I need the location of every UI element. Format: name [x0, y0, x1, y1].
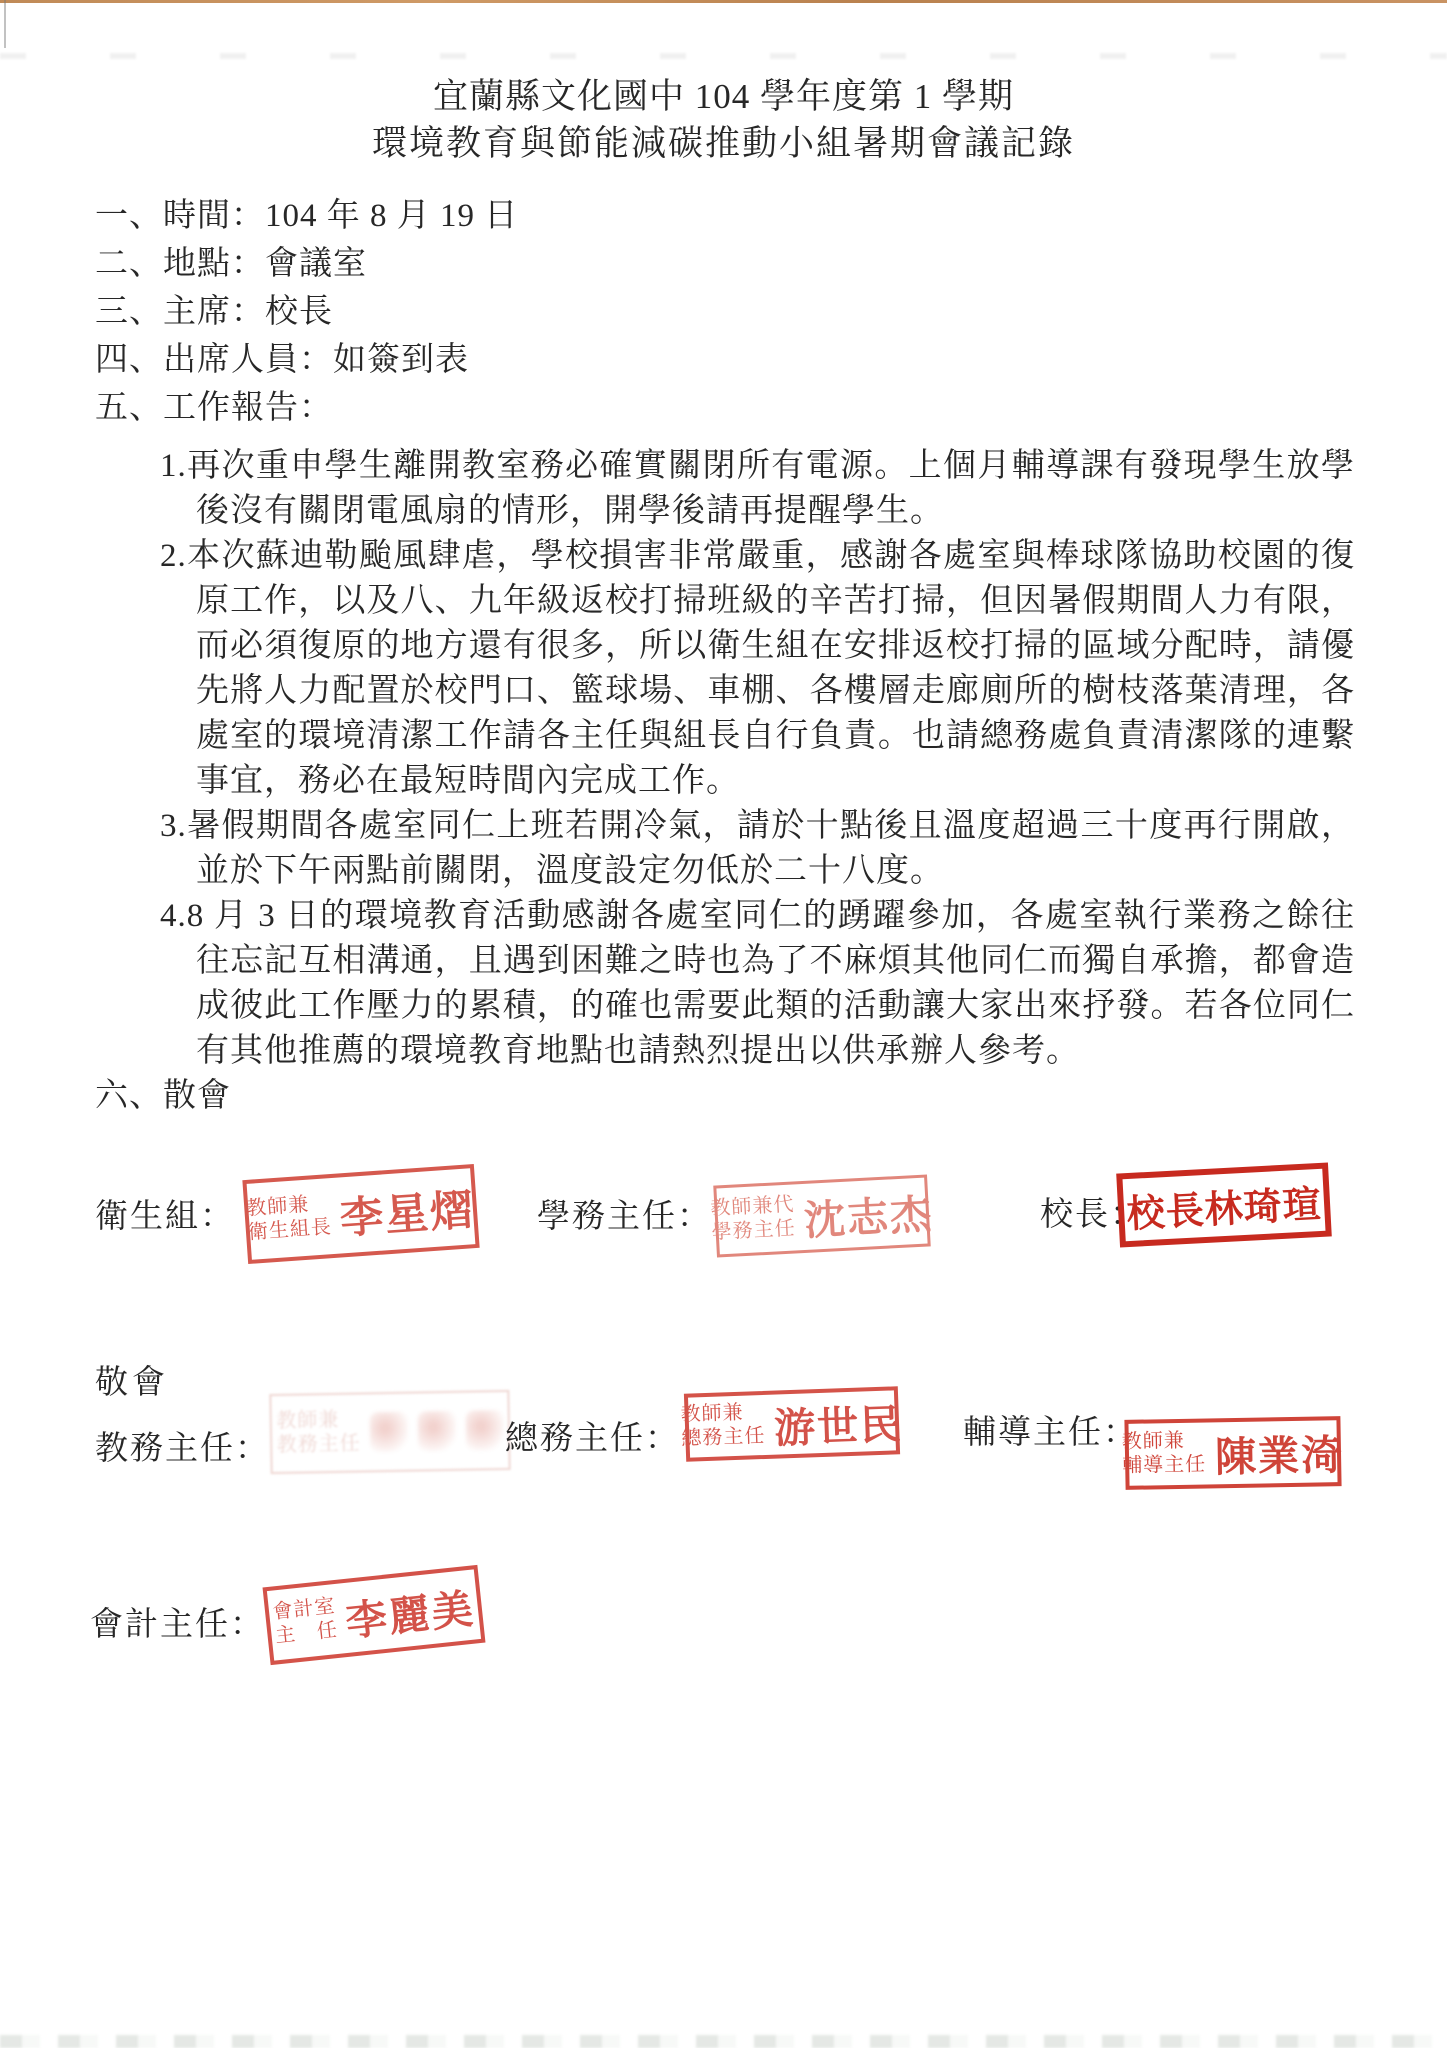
- seal-stamp-title-lines: [246, 1193, 333, 1246]
- seal-stamp-academic-affairs-director: [709, 1174, 935, 1257]
- seal-stamp-title-lines: [276, 1409, 361, 1458]
- signature-label-curriculum-director: 教務主任：: [95, 1431, 270, 1467]
- report-item-2-number: 2.: [160, 538, 187, 574]
- illegible-seal-name: [369, 1410, 504, 1452]
- report-item-4-text: 8 月 3 日的環境教育活動感謝各處室同仁的踴躍參加，各處室執行業務之餘往往忘記互相溝通，且遇到困難之時也為了不麻煩其他同仁而獨自承擔，都會造成彼此工作壓力的累積，的確也需要此類的活動讓大家出來抒發。若各位同仁有其他推薦的環境教育地點也請熱烈提出以供承辦人參考。: [186, 898, 1355, 1069]
- meta-item-adjournment: 六、散會: [95, 1078, 231, 1114]
- report-item-3-number: 3.: [160, 808, 187, 844]
- seal-name: 校長林琦瑄: [1125, 1183, 1323, 1236]
- seal-stamp-counseling-director: [1121, 1416, 1345, 1490]
- signature-label-hygiene-section: 衛生組：: [95, 1199, 235, 1235]
- seal-title-line: 學務主任: [711, 1217, 797, 1244]
- work-report-list: [160, 444, 1355, 1074]
- next-page-scan-fragment: [0, 2035, 1447, 2048]
- seal-title-line: 教師兼: [1121, 1430, 1185, 1454]
- report-item-4-number: 4.: [160, 898, 187, 934]
- meta-item-report-heading: 五、工作報告：: [95, 390, 333, 426]
- seal-title-line: 總務主任: [681, 1424, 766, 1450]
- meta-item-place: 二、地點：會議室: [95, 246, 367, 282]
- signature-label-academic-affairs-director: 學務主任：: [537, 1199, 712, 1235]
- seal-stamp-title-lines: [1122, 1430, 1207, 1479]
- seal-stamp-general-affairs-director: [680, 1386, 904, 1461]
- document-subtitle: 環境教育與節能減碳推動小組暑期會議記錄: [371, 124, 1075, 163]
- ink-smudge: [417, 1411, 456, 1452]
- report-item-1: [160, 444, 1355, 534]
- seal-stamp-title-lines: [272, 1595, 340, 1649]
- document-title: 宜蘭縣文化國中 104 學年度第 1 學期: [432, 77, 1014, 116]
- signature-label-accounting-director: 會計主任：: [90, 1607, 265, 1643]
- report-item-3-text: 暑假期間各處室同仁上班若開冷氣，請於十點後且溫度超過三十度再行開啟，並於下午兩點前關閉，溫度設定勿低於二十八度。: [186, 808, 1355, 889]
- meta-item-attendees: 四、出席人員：如簽到表: [95, 342, 469, 378]
- signature-label-general-affairs-director: 總務主任：: [505, 1421, 680, 1457]
- meta-item-chair: 三、主席：校長: [95, 294, 333, 330]
- seal-stamp-curriculum-director-faint: [269, 1390, 510, 1474]
- seal-title-line: 教務主任: [276, 1432, 361, 1456]
- seal-stamp-principal: [1116, 1163, 1332, 1248]
- report-item-1-number: 1.: [160, 448, 187, 484]
- report-item-2: [160, 534, 1355, 804]
- seal-title-line: 衛生組長: [247, 1216, 333, 1244]
- seal-name: 游世民: [773, 1400, 904, 1452]
- seal-title-line: 輔導主任: [1122, 1453, 1207, 1477]
- report-item-4: [160, 894, 1355, 1074]
- ink-smudge: [465, 1410, 504, 1451]
- seal-name: 沈志杰: [803, 1190, 935, 1244]
- report-item-1-text: 再次重申學生離開教室務必確實關閉所有電源。上個月輔導課有發現學生放學後沒有關閉電風扇的情形，開學後請再提醒學生。: [186, 448, 1355, 529]
- meta-item-time: 一、時間：104 年 8 月 19 日: [95, 198, 519, 234]
- seal-title-line: 教師兼: [276, 1409, 340, 1433]
- closing-word: 敬會: [95, 1365, 169, 1401]
- title-block: [0, 74, 1447, 168]
- seal-name: 李麗美: [343, 1585, 477, 1645]
- ink-smudge: [369, 1412, 408, 1453]
- report-item-2-text: 本次蘇迪勒颱風肆虐，學校損害非常嚴重，感謝各處室與棒球隊協助校園的復原工作，以及八、九年級返校打掃班級的辛苦打掃，但因暑假期間人力有限，而必須復原的地方還有很多，所以衛生組在安排返校打掃的區域分配時，請優先將人力配置於校門口、籃球場、車棚、各樓層走廊廁所的樹枝落葉清理，各處室的環境清潔工作請各主任與組長自行負責。也請總務處負責清潔隊的連繫事宜，務必在最短時間內完成工作。: [186, 538, 1355, 799]
- signature-label-principal: 校長：: [1040, 1197, 1145, 1233]
- seal-name: 李星熠: [338, 1186, 477, 1243]
- document-body: [95, 192, 1355, 1119]
- seal-title-line: 教師兼: [245, 1194, 311, 1221]
- signature-label-counseling-director: 輔導主任：: [963, 1415, 1138, 1451]
- seal-stamp-accounting-director: [263, 1565, 486, 1665]
- seal-stamp-title-lines: [680, 1401, 766, 1451]
- scan-edge-left-mark: [4, 0, 6, 48]
- seal-stamp-title-lines: [710, 1194, 796, 1246]
- scan-edge-line: [0, 0, 1447, 3]
- seal-name: 陳業渏: [1214, 1431, 1345, 1480]
- scan-specks: [0, 53, 1447, 59]
- seal-title-line: 教師兼代: [709, 1193, 795, 1221]
- seal-title-line: 會計室: [271, 1595, 337, 1624]
- seal-stamp-hygiene-section-chief: [242, 1164, 479, 1264]
- seal-title-line: 教師兼: [680, 1402, 744, 1427]
- report-item-3: [160, 804, 1355, 894]
- seal-title-line: 主 任: [274, 1618, 340, 1648]
